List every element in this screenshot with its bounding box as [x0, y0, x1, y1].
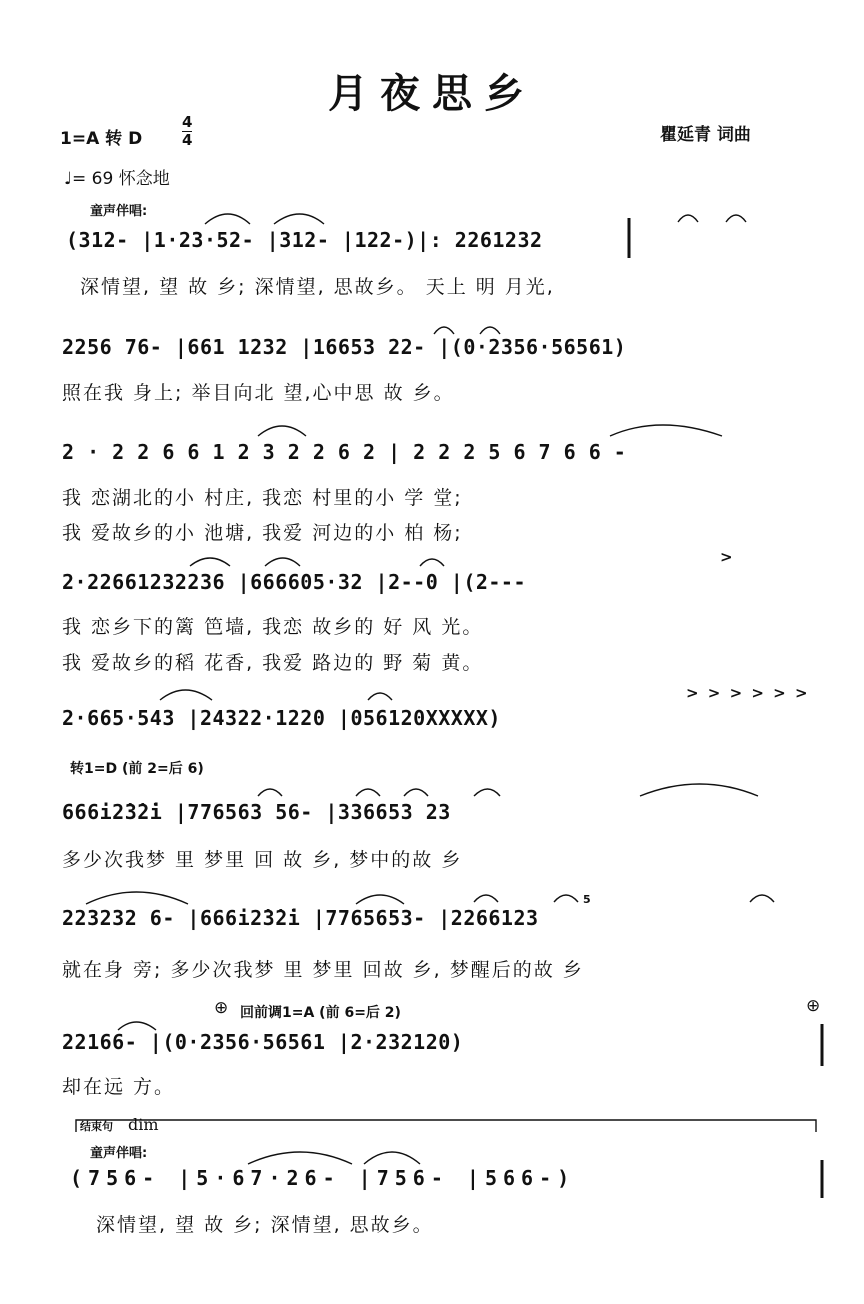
modulation-to-d: 转1=D (前 2=后 6) — [70, 761, 204, 777]
dim-marking: dim — [128, 1115, 159, 1134]
notes-system-7: 223232 6- |666i2̇3̇2̇i |7765653- |2266123 — [62, 906, 539, 930]
chorus-label-intro: 童声伴唱: — [90, 204, 148, 219]
accent-row: > > > > > > — [686, 684, 810, 702]
accent-mark: > — [720, 548, 733, 566]
lyrics-system-9: 深情望, 望 故 乡; 深情望, 思故乡。 — [96, 1214, 434, 1236]
coda-symbol-left: ⊕ — [214, 998, 229, 1018]
slur — [480, 327, 500, 334]
slur — [160, 690, 212, 700]
slur — [610, 425, 722, 436]
bracket — [76, 1120, 816, 1132]
slur — [118, 1022, 156, 1030]
lyrics-system-4-verse-2: 我 爱故乡的稻 花香, 我爱 路边的 野 菊 黄。 — [62, 652, 484, 674]
modulation-back-to-a: 回前调1=A (前 6=后 2) — [240, 1005, 401, 1021]
lyrics-system-7: 就在身 旁; 多少次我梦 里 梦里 回故 乡, 梦醒后的故 乡 — [62, 959, 584, 981]
lyrics-system-3-verse-2: 我 爱故乡的小 池塘, 我爱 河边的小 柏 杨; — [62, 522, 463, 544]
slur — [678, 215, 698, 222]
lyrics-system-1: 深情望, 望 故 乡; 深情望, 思故乡。 天上 明 月光, — [80, 276, 555, 298]
slur — [420, 559, 444, 566]
time-signature: 4 4 — [182, 113, 193, 149]
slur — [258, 426, 306, 436]
slur — [86, 892, 188, 904]
composer-credit: 瞿延青 词曲 — [660, 125, 751, 145]
triplet-mark: 5 — [583, 893, 591, 906]
notes-system-2: 2256 76- |661 1232 |16653 22- |(0·2356·56561) — [62, 335, 627, 359]
coda-symbol-right: ⊕ — [806, 996, 821, 1016]
page-title: 月夜思乡 — [328, 70, 536, 117]
slur — [265, 558, 300, 566]
notes-system-6: 666i2̇3̇2̇i |776563 56- |336653 23 — [62, 800, 451, 824]
notes-system-4: 2·22661232236 |666605·32 |2--0 |(2--- — [62, 570, 527, 594]
slur — [726, 215, 746, 222]
slur — [356, 789, 380, 796]
lyrics-system-4-verse-1: 我 恋乡下的篱 笆墙, 我恋 故乡的 好 风 光。 — [62, 616, 484, 638]
slur — [368, 693, 392, 700]
chorus-label-ending: 童声伴唱: — [90, 1146, 148, 1161]
lyrics-system-2: 照在我 身上; 举目向北 望,心中思 故 乡。 — [62, 382, 455, 404]
lyrics-system-8: 却在远 方。 — [62, 1076, 176, 1098]
slur — [554, 895, 578, 902]
slur — [640, 784, 758, 796]
notes-system-1: (312- |1·23·52- |312- |122-)|: 2261232 — [66, 228, 543, 252]
lyrics-system-6: 多少次我梦 里 梦里 回 故 乡, 梦中的故 乡 — [62, 849, 463, 871]
key-signature: 1=A 转 D — [60, 129, 143, 149]
slur — [248, 1152, 352, 1164]
tempo-marking: ♩= 69 怀念地 — [64, 169, 170, 189]
slur — [364, 1152, 420, 1164]
slur — [356, 895, 404, 904]
slur — [474, 895, 498, 902]
slur — [404, 789, 428, 796]
ending-label: 结束句 — [80, 1120, 113, 1133]
slur — [274, 214, 324, 224]
slur — [750, 895, 774, 902]
slur — [205, 214, 250, 224]
slur — [190, 558, 230, 566]
slur — [434, 327, 454, 334]
notes-system-9: (756- |5·67·26- |756- |566-) — [70, 1166, 576, 1190]
notes-system-3: 2 · 2 2 6 6 1 2 3 2 2 6 2 | 2 2 2 5 6 7 6 6 - — [62, 440, 627, 464]
slur — [258, 789, 282, 796]
notes-system-8: 22166- |(0·2356·56561 |2·232120) — [62, 1030, 464, 1054]
slur — [474, 789, 500, 796]
notes-system-5: 2·665·543 |24322·1220 |056120XXXXX) — [62, 706, 501, 730]
lyrics-system-3-verse-1: 我 恋湖北的小 村庄, 我恋 村里的小 学 堂; — [62, 487, 463, 509]
